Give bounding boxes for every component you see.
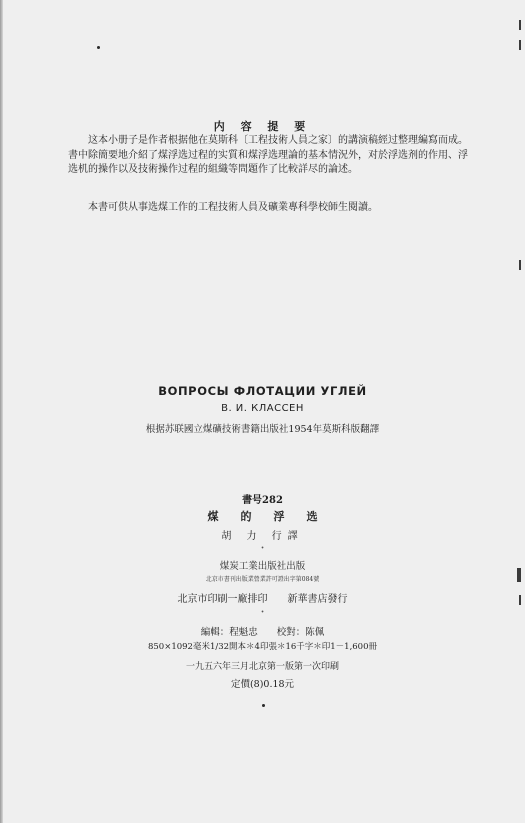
summary-text: 这本小册子是作者根据他在莫斯科〔工程技術人員之家〕的講演稿經过整理編寫而成。書中除簡要地介紹了煤浮选过程的实質和煤浮选理論的基本情況外，对於浮选剂的作用、浮选机的操作以及技術操作过程的組織等問題作了比較詳尽的論述。 xyxy=(68,135,468,175)
margin-mark xyxy=(519,40,521,50)
summary-note: 本書可供从事选煤工作的工程技術人員及礦業專科學校師生閱讀。 xyxy=(88,202,378,213)
book-title: 煤的浮选 xyxy=(207,510,340,523)
russian-author: В. И. КЛАССЕН xyxy=(221,403,304,414)
summary-title: 内 容 提 要 xyxy=(213,120,312,133)
publisher-license: 北京市書刊出版業營業許可證出字第084號 xyxy=(205,576,320,583)
printer-distributor: 北京市印刷一廠排印 新華書店發行 xyxy=(177,594,348,605)
margin-mark xyxy=(519,260,521,270)
print-speck xyxy=(262,704,265,707)
separator-mark: • xyxy=(260,545,265,552)
russian-title: ВОПРОСЫ ФЛОТАЦИИ УГЛЕЙ xyxy=(158,384,367,398)
print-specs: 850×1092毫米1/32開本＊4印張＊16千字＊印1－1,600冊 xyxy=(147,642,378,652)
separator-mark: • xyxy=(260,609,265,616)
price: 定價(8)0.18元 xyxy=(230,679,295,690)
edition-info: 一九五六年三月北京第一版第一次印刷 xyxy=(185,662,339,672)
editors: 編輯：程魁忠 校對：陈佩 xyxy=(200,627,325,638)
print-speck xyxy=(97,46,100,49)
translation-source: 根据苏联國立煤礦技術書籍出版社1954年莫斯科版翻譯 xyxy=(145,424,380,435)
translator: 胡 力 行譯 xyxy=(221,531,304,542)
book-number: 書号282 xyxy=(242,495,283,506)
publisher: 煤炭工業出版社出版 xyxy=(219,561,306,572)
margin-mark xyxy=(519,20,521,30)
